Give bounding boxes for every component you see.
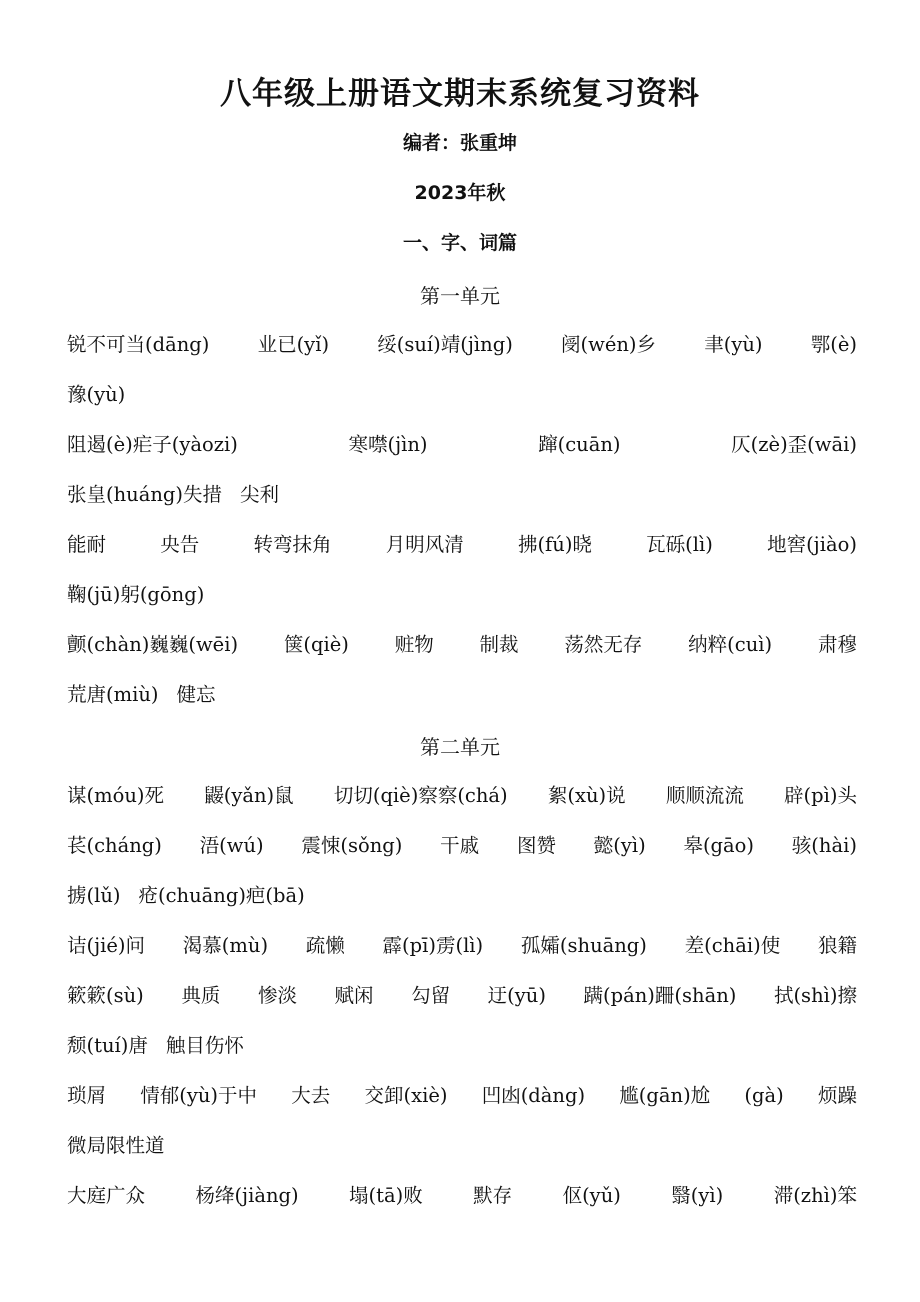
vocabulary-line: [67, 931, 857, 981]
vocabulary-term: 塌(tā)败: [349, 1184, 423, 1207]
vocabulary-line: [67, 1131, 857, 1181]
vocabulary-term: 伛(yǔ): [562, 1184, 621, 1207]
vocabulary-term: 豫(yù): [67, 383, 126, 406]
vocabulary-line: [67, 831, 857, 881]
vocabulary-term: 尴(gān)尬: [619, 1084, 711, 1107]
vocabulary-term: 杨绛(jiàng): [195, 1184, 299, 1207]
vocabulary-term: 健忘: [176, 683, 216, 706]
vocabulary-term: 微局限性道: [67, 1134, 165, 1157]
vocabulary-term: 顺顺流流: [665, 784, 744, 807]
vocabulary-term: 荡然无存: [564, 633, 643, 656]
vocabulary-term: 烦躁: [817, 1084, 857, 1107]
vocabulary-term: 张皇(huáng)失措: [67, 483, 223, 506]
vocabulary-term: 骇(hài): [791, 834, 857, 857]
vocabulary-term: 颓(tuí)唐: [67, 1034, 148, 1057]
vocabulary-term: 切切(qiè)察察(chá): [333, 784, 508, 807]
vocabulary-term: 赃物: [394, 633, 434, 656]
vocabulary-term: 大去: [291, 1084, 331, 1107]
vocabulary-term: 阻遏(è)疟子(yàozi): [67, 433, 238, 456]
vocabulary-term: 震悚(sǒng): [301, 834, 403, 857]
vocabulary-term: 纳粹(cuì): [688, 633, 773, 656]
vocabulary-term: 渴慕(mù): [182, 934, 269, 957]
vocabulary-term: 箧(qiè): [283, 633, 349, 656]
vocabulary-line: [67, 330, 857, 380]
vocabulary-term: 疏懒: [305, 934, 345, 957]
vocabulary-term: 聿(yù): [704, 333, 763, 356]
section-heading: 一、字、词篇: [402, 232, 517, 254]
vocabulary-term: 颤(chàn)巍巍(wēi): [67, 633, 239, 656]
vocabulary-term: 掳(lǔ): [67, 884, 121, 907]
vocabulary-line: [67, 1181, 857, 1231]
vocabulary-term: 能耐: [67, 533, 107, 556]
vocabulary-term: 绥(suí)靖(jìng): [377, 333, 513, 356]
vocabulary-term: 转弯抹角: [253, 533, 332, 556]
vocabulary-term: 狼籍: [817, 934, 857, 957]
vocabulary-term: 默存: [473, 1184, 513, 1207]
vocabulary-term: 皋(gāo): [683, 834, 755, 857]
vocabulary-term: 寒噤(jìn): [348, 433, 428, 456]
vocabulary-term: 懿(yì): [593, 834, 646, 857]
vocabulary-term: 锐不可当(dāng): [67, 333, 210, 356]
vocabulary-line: [67, 1081, 857, 1131]
vocabulary-term: 典质: [181, 984, 221, 1007]
vocabulary-line: [67, 881, 857, 931]
author-line: 编者：张重坤: [402, 132, 517, 154]
vocabulary-term: 制裁: [479, 633, 519, 656]
vocabulary-term: 簌簌(sù): [67, 984, 144, 1007]
vocabulary-term: 苌(cháng): [67, 834, 162, 857]
vocabulary-term: 大庭广众: [67, 1184, 146, 1207]
vocabulary-line: [67, 680, 857, 730]
vocabulary-term: 诘(jié)问: [67, 934, 146, 957]
vocabulary-term: 谋(móu)死: [67, 784, 165, 807]
document-title: 八年级上册语文期末系统复习资料: [220, 76, 700, 112]
vocabulary-term: 触目伤怀: [165, 1034, 244, 1057]
vocabulary-term: 霹(pī)雳(lì): [382, 934, 484, 957]
vocabulary-term: 勾留: [411, 984, 451, 1007]
vocabulary-term: 央告: [160, 533, 200, 556]
vocabulary-term: 图赞: [516, 834, 556, 857]
vocabulary-line: [67, 530, 857, 580]
vocabulary-term: 阌(wén)乡: [561, 333, 657, 356]
vocabulary-term: 肃穆: [817, 633, 857, 656]
vocabulary-line: [67, 630, 857, 680]
vocabulary-line: [67, 580, 857, 630]
vocabulary-term: 鞠(jū)躬(gōng): [67, 583, 205, 606]
vocabulary-term: 拂(fú)晓: [517, 533, 592, 556]
vocabulary-term: 孤孀(shuāng): [520, 934, 647, 957]
vocabulary-term: 辟(pì)头: [784, 784, 857, 807]
vocabulary-term: 干戚: [440, 834, 480, 857]
vocabulary-term: (gà): [744, 1084, 784, 1107]
vocabulary-term: 疮(chuāng)疤(bā): [138, 884, 305, 907]
unit-heading: 第二单元: [420, 735, 500, 759]
vocabulary-term: 月明风清: [385, 533, 464, 556]
vocabulary-term: 絮(xù)说: [547, 784, 626, 807]
vocabulary-term: 浯(wú): [199, 834, 264, 857]
vocabulary-term: 赋闲: [334, 984, 374, 1007]
vocabulary-term: 尖利: [240, 483, 280, 506]
vocabulary-term: 鼹(yǎn)鼠: [204, 784, 294, 807]
unit-heading: 第一单元: [420, 284, 500, 308]
vocabulary-line: [67, 380, 857, 430]
vocabulary-term: 蹿(cuān): [538, 433, 621, 456]
vocabulary-term: 差(chāi)使: [684, 934, 781, 957]
vocabulary-term: 琐屑: [67, 1084, 107, 1107]
vocabulary-term: 鄂(è): [810, 333, 857, 356]
vocabulary-term: 情郁(yù)于中: [140, 1084, 258, 1107]
vocabulary-term: 仄(zè)歪(wāi): [731, 433, 857, 456]
vocabulary-line: [67, 430, 857, 480]
vocabulary-term: 滞(zhì)笨: [773, 1184, 857, 1207]
vocabulary-term: 蹒(pán)跚(shān): [583, 984, 737, 1007]
season-line: 2023年秋: [414, 182, 506, 204]
vocabulary-term: 拭(shì)擦: [773, 984, 857, 1007]
vocabulary-term: 业已(yǐ): [257, 333, 330, 356]
vocabulary-term: 荒唐(miù): [67, 683, 159, 706]
vocabulary-term: 迂(yū): [487, 984, 546, 1007]
vocabulary-term: 瓦砾(lì): [646, 533, 713, 556]
vocabulary-line: [67, 781, 857, 831]
vocabulary-term: 翳(yì): [671, 1184, 724, 1207]
vocabulary-term: 地窖(jiào): [767, 533, 857, 556]
vocabulary-line: [67, 981, 857, 1031]
vocabulary-term: 凹凼(dàng): [481, 1084, 586, 1107]
vocabulary-term: 交卸(xiè): [364, 1084, 448, 1107]
vocabulary-line: [67, 480, 857, 530]
vocabulary-term: 惨淡: [257, 984, 297, 1007]
vocabulary-line: [67, 1031, 857, 1081]
